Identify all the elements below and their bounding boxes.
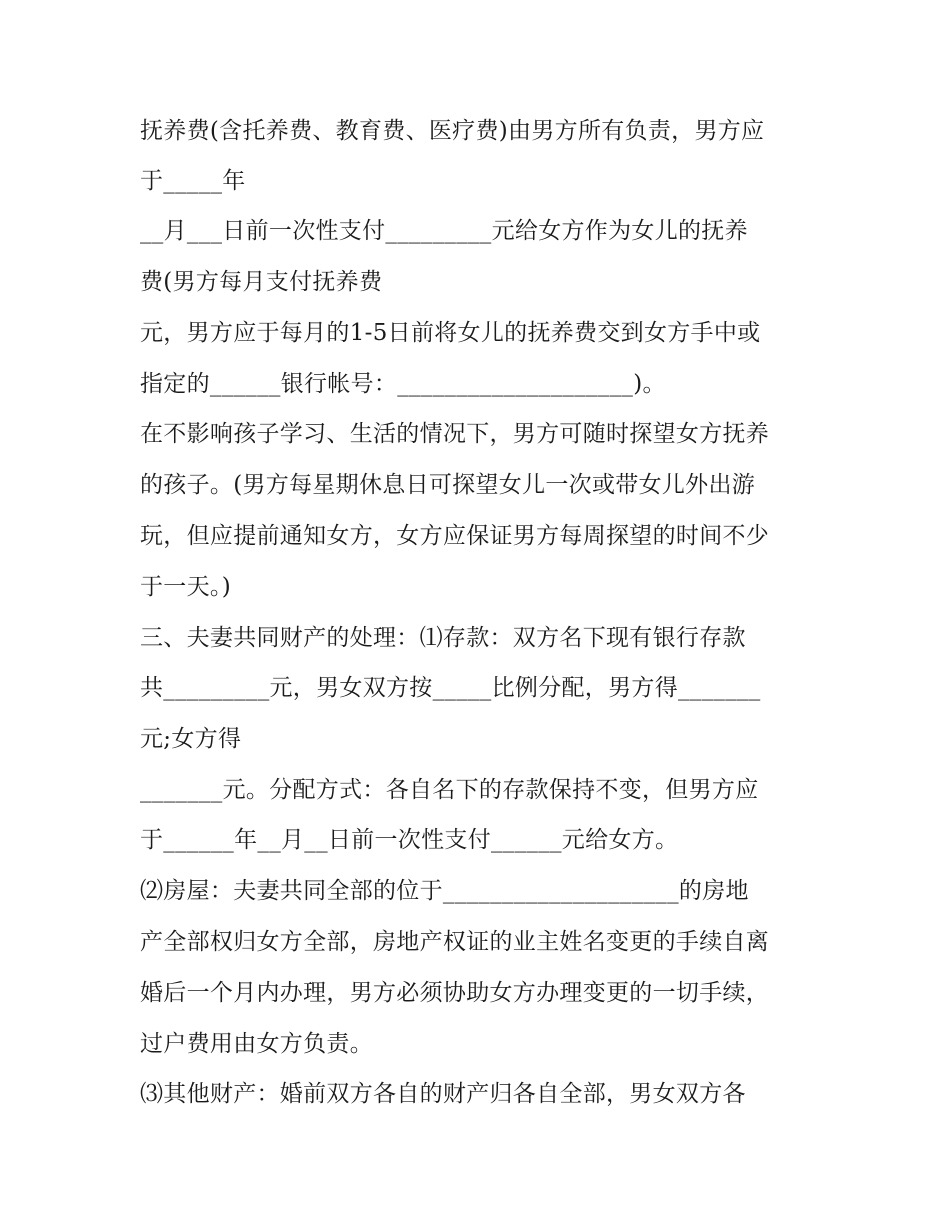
text-line: 的孩子。(男方每星期休息日可探望女儿一次或带女儿外出游	[140, 472, 756, 498]
text-line: 费(男方每月支付抚养费	[140, 269, 383, 295]
text-line: 婚后一个月内办理，男方必须协助女方办理变更的一切手续，	[140, 980, 770, 1006]
text-line: 于_____年	[140, 168, 246, 194]
text-line: _______元。分配方式：各自名下的存款保持不变，但男方应	[140, 777, 759, 803]
text-line: 三、夫妻共同财产的处理：⑴存款：双方名下现有银行存款	[140, 625, 746, 651]
text-line: 抚养费(含托养费、教育费、医疗费)由男方所有负责，男方应	[140, 118, 765, 144]
text-line: ⑶其他财产：婚前双方各自的财产归各自全部，男女双方各	[140, 1081, 746, 1107]
text-line: 过户费用由女方负责。	[140, 1031, 373, 1057]
text-line: 共_________元，男女双方按_____比例分配，男方得_______	[140, 675, 761, 701]
text-line: __月___日前一次性支付_________元给女方作为女儿的抚养	[140, 218, 748, 244]
text-line: 玩，但应提前通知女方，女方应保证男方每周探望的时间不少	[140, 523, 770, 549]
text-line: 于一天。)	[140, 574, 231, 600]
text-line: 产全部权归女方全部，房地产权证的业主姓名变更的手续自离	[140, 929, 770, 955]
text-line: 指定的______银行帐号：____________________)。	[140, 371, 666, 397]
text-line: 元，男方应于每月的1-5日前将女儿的抚养费交到女方手中或	[140, 320, 761, 346]
text-line: 元;女方得	[140, 726, 242, 752]
text-line: ⑵房屋：夫妻共同全部的位于____________________的房地	[140, 878, 749, 904]
text-line: 在不影响孩子学习、生活的情况下，男方可随时探望女方抚养	[140, 421, 770, 447]
text-line: 于______年__月__日前一次性支付______元给女方。	[140, 827, 679, 853]
